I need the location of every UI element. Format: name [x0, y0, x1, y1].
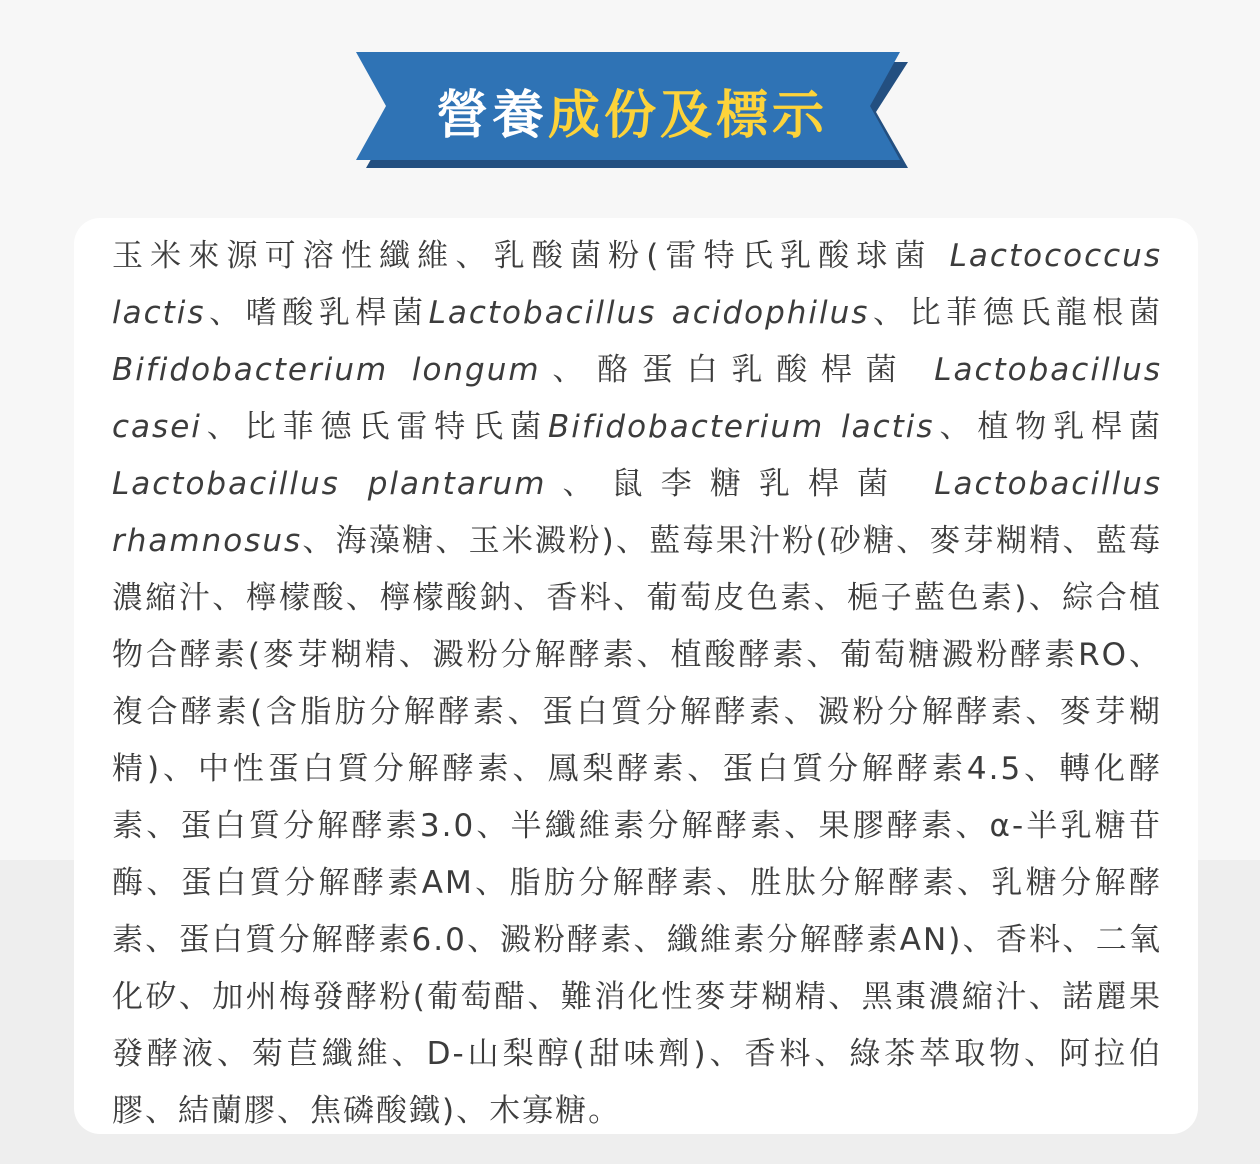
section-title-part2: 成份及標示 [548, 85, 829, 146]
scientific-name: Lactobacillus acidophilus [428, 295, 870, 331]
section-title-part1: 營養 [435, 85, 548, 146]
scientific-name: Lactobacillus rhamnosus [112, 466, 1162, 559]
scientific-name: Bifidobacterium longum [112, 352, 541, 388]
ingredients-card [74, 218, 1198, 1134]
ingredients-text: 玉米來源可溶性纖維、乳酸菌粉(雷特氏乳酸球菌 Lactococcus lactis、嗜酸乳桿菌Lactobacillus acidophilus、比菲德氏龍根菌Bifidobacterium longum、酪蛋白乳酸桿菌 Lactobacillus casei、比菲德氏雷特氏菌Bifidobacterium lactis、植物乳桿菌Lactobacillus plantarum、鼠李糖乳桿菌 Lactobacillus rhamnosus、海藻糖、玉米澱粉)、藍莓果汁粉(砂糖、麥芽糊精、藍莓濃縮汁、檸檬酸、檸檬酸鈉、香料、葡萄皮色素、梔子藍色素)、綜合植物合酵素(麥芽糊精、澱粉分解酵素、植酸酵素、葡萄糖澱粉酵素RO、複合酵素(含脂肪分解酵素、蛋白質分解酵素、澱粉分解酵素、麥芽糊精)、中性蛋白質分解酵素、鳳梨酵素、蛋白質分解酵素4.5、轉化酵素、蛋白質分解酵素3.0、半纖維素分解酵素、果膠酵素、α-半乳糖苷酶、蛋白質分解酵素AM、脂肪分解酵素、胜肽分解酵素、乳糖分解酵素、蛋白質分解酵素6.0、澱粉酵素、纖維素分解酵素AN)、香料、二氧化矽、加州梅發酵粉(葡萄醋、難消化性麥芽糊精、黑棗濃縮汁、諾麗果發酵液、菊苣纖維、D-山梨醇(甜味劑)、香料、綠茶萃取物、阿拉伯膠、結蘭膠、焦磷酸鐵)、木寡糖。 [112, 238, 1163, 1129]
scientific-name: Lactobacillus plantarum [112, 466, 547, 502]
scientific-name: Lactococcus lactis [112, 238, 1162, 331]
scientific-name: Lactobacillus casei [112, 352, 1162, 445]
scientific-name: Bifidobacterium lactis [548, 409, 935, 445]
section-banner [356, 52, 908, 168]
section-title [356, 52, 908, 168]
